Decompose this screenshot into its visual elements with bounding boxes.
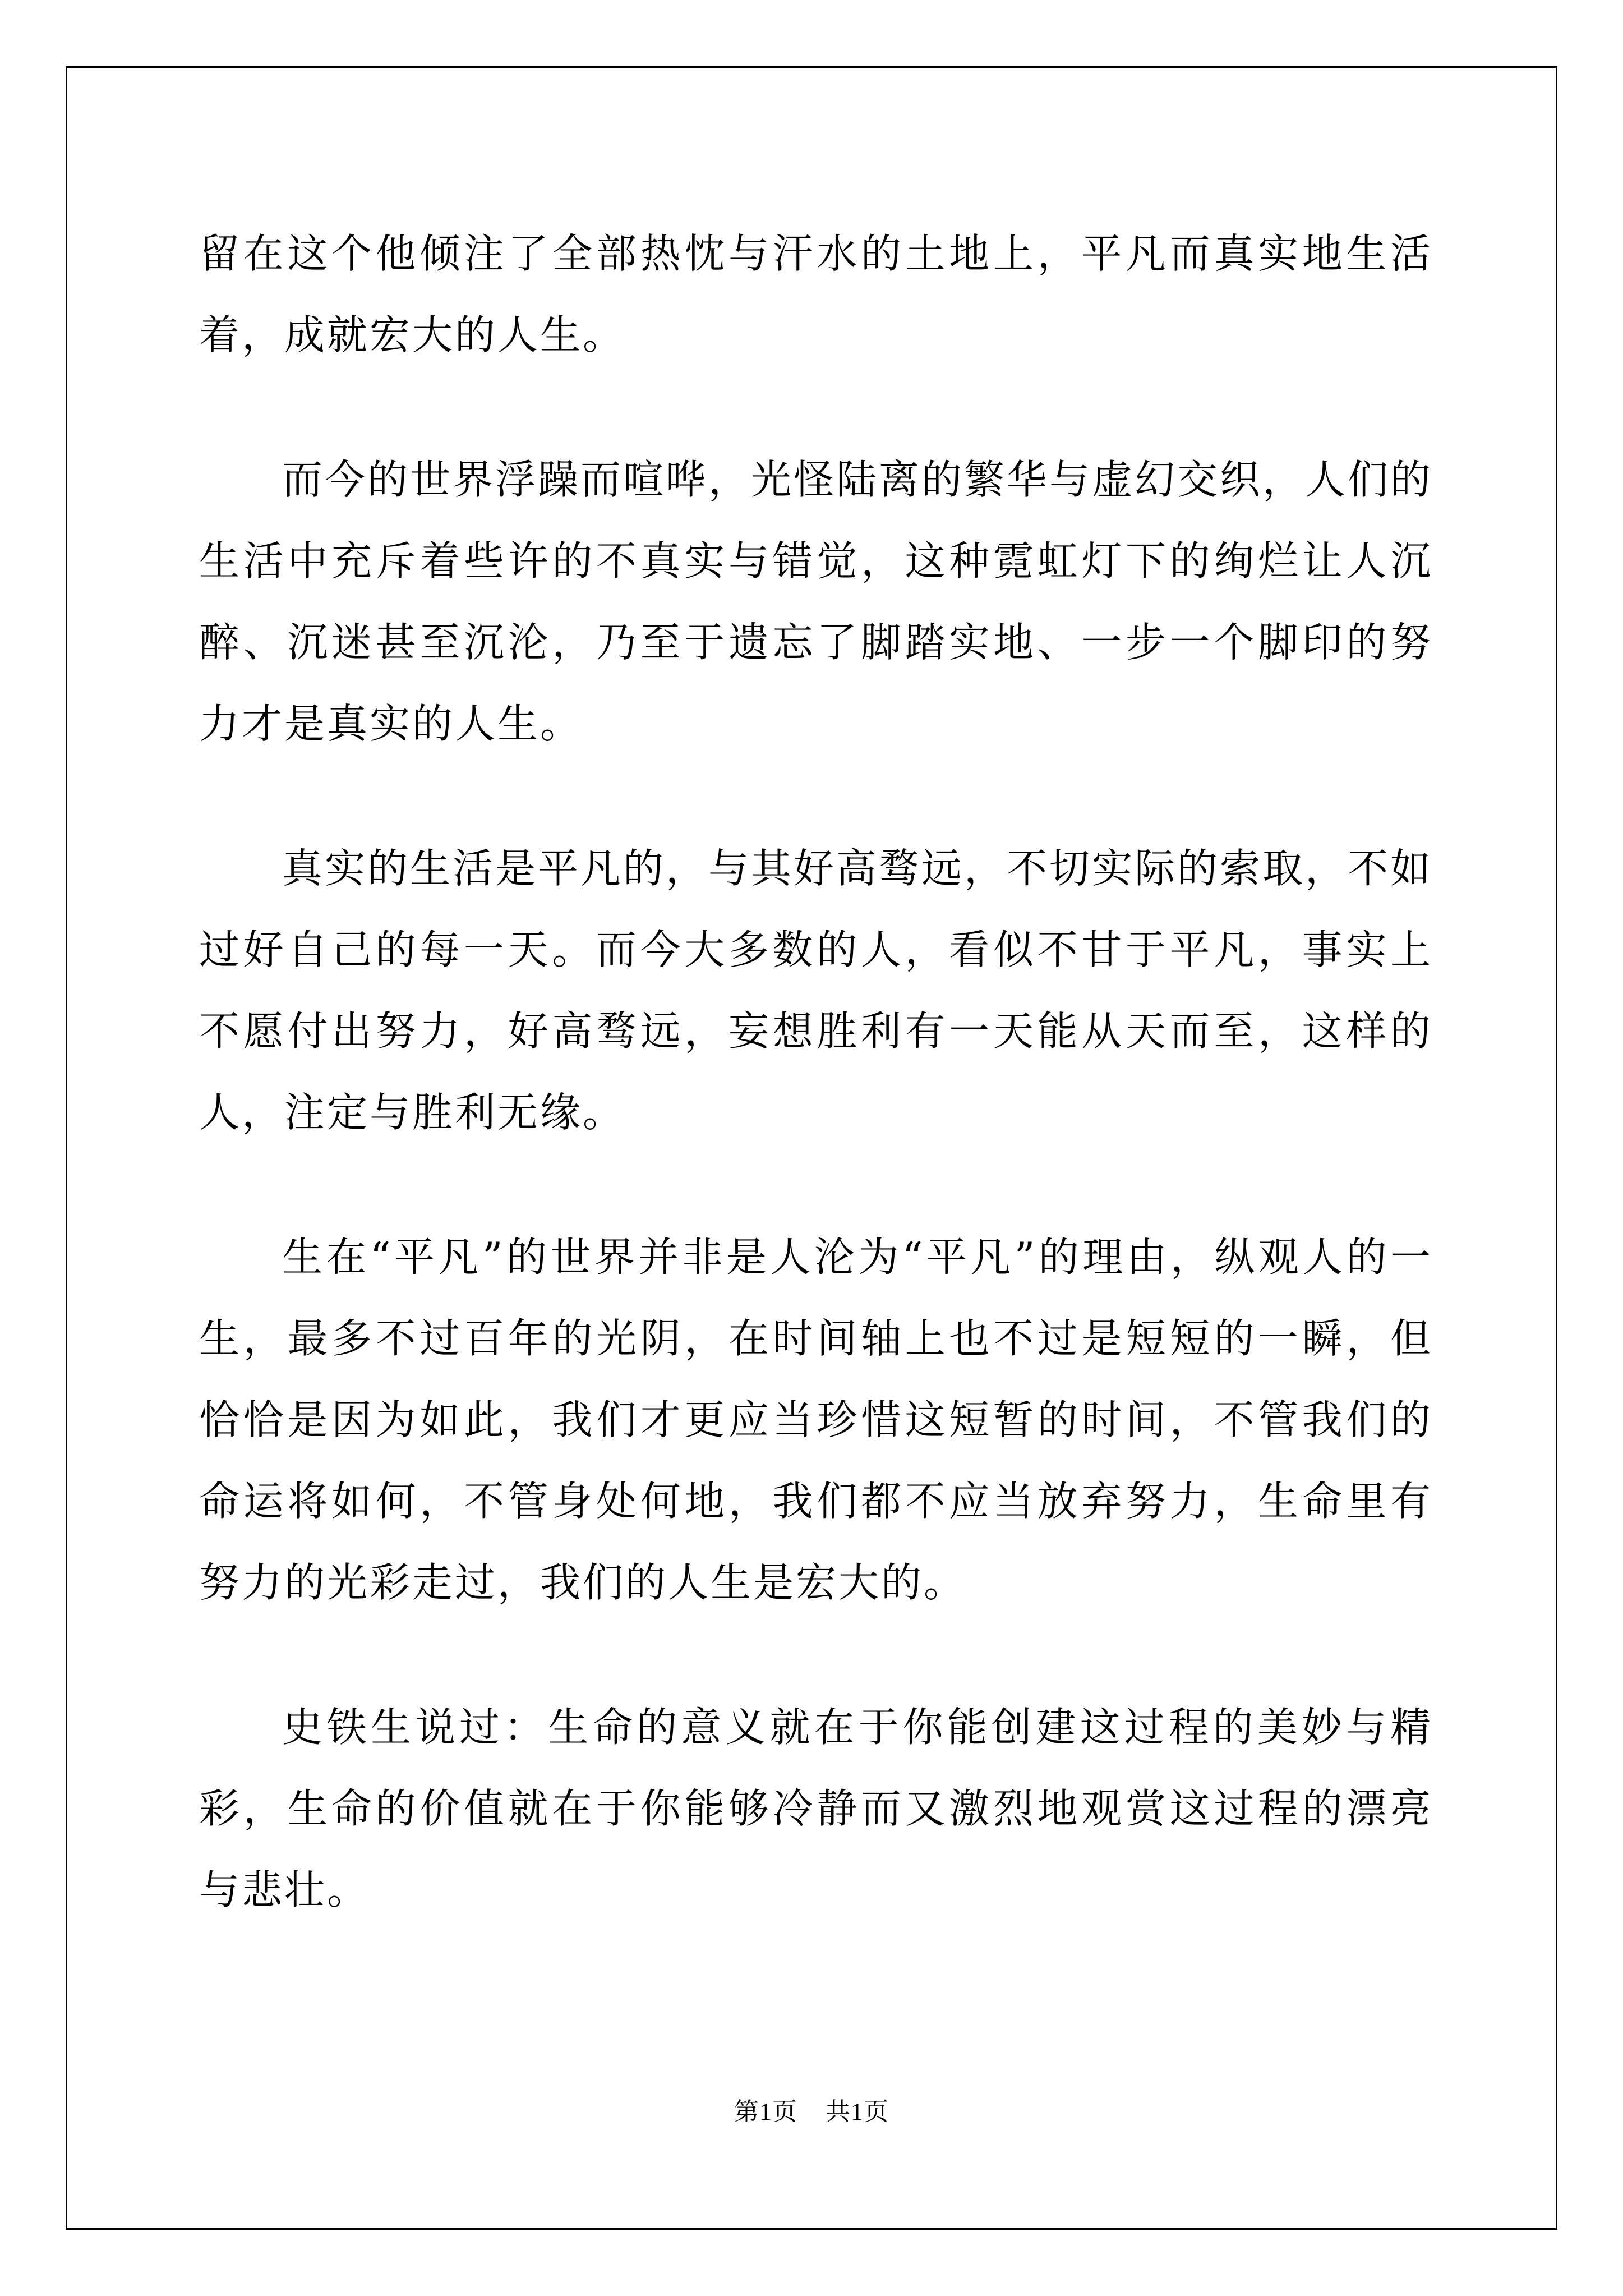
paragraph-5: 史铁生说过：生命的意义就在于你能创建这过程的美妙与精彩，生命的价值就在于你能够冷静而又激烈地观赏这过程的漂亮与悲壮。 bbox=[199, 1704, 1433, 1913]
paragraph-1: 留在这个他倾注了全部热忱与汗水的土地上，平凡而真实地生活着，成就宏大的人生。 bbox=[199, 230, 1433, 358]
paragraph-2: 而今的世界浮躁而喧哗，光怪陆离的繁华与虚幻交织，人们的生活中充斥着些许的不真实与错觉，这种霓虹灯下的绚烂让人沉醉、沉迷甚至沉沦，乃至于遗忘了脚踏实地、一步一个脚印的努力才是真实的人生。 bbox=[199, 456, 1433, 747]
page-total: 共1页 bbox=[826, 2098, 889, 2125]
paragraph-4: 生在“平凡”的世界并非是人沦为“平凡”的理由，纵观人的一生，最多不过百年的光阴，在时间轴上也不过是短短的一瞬，但恰恰是因为如此，我们才更应当珍惜这短暂的时间，不管我们的命运将如何，不管身处何地，我们都不应当放弃努力，生命里有努力的光彩走过，我们的人生是宏大的。 bbox=[199, 1234, 1433, 1606]
paragraph-3: 真实的生活是平凡的，与其好高骛远，不切实际的索取，不如过好自己的每一天。而今大多数的人，看似不甘于平凡，事实上不愿付出努力，好高骛远，妄想胜利有一天能从天而至，这样的人，注定与胜利无缘。 bbox=[199, 845, 1433, 1136]
page-footer bbox=[0, 2095, 1623, 2129]
document-body bbox=[199, 213, 1433, 1994]
page-number: 第1页 bbox=[734, 2098, 797, 2125]
